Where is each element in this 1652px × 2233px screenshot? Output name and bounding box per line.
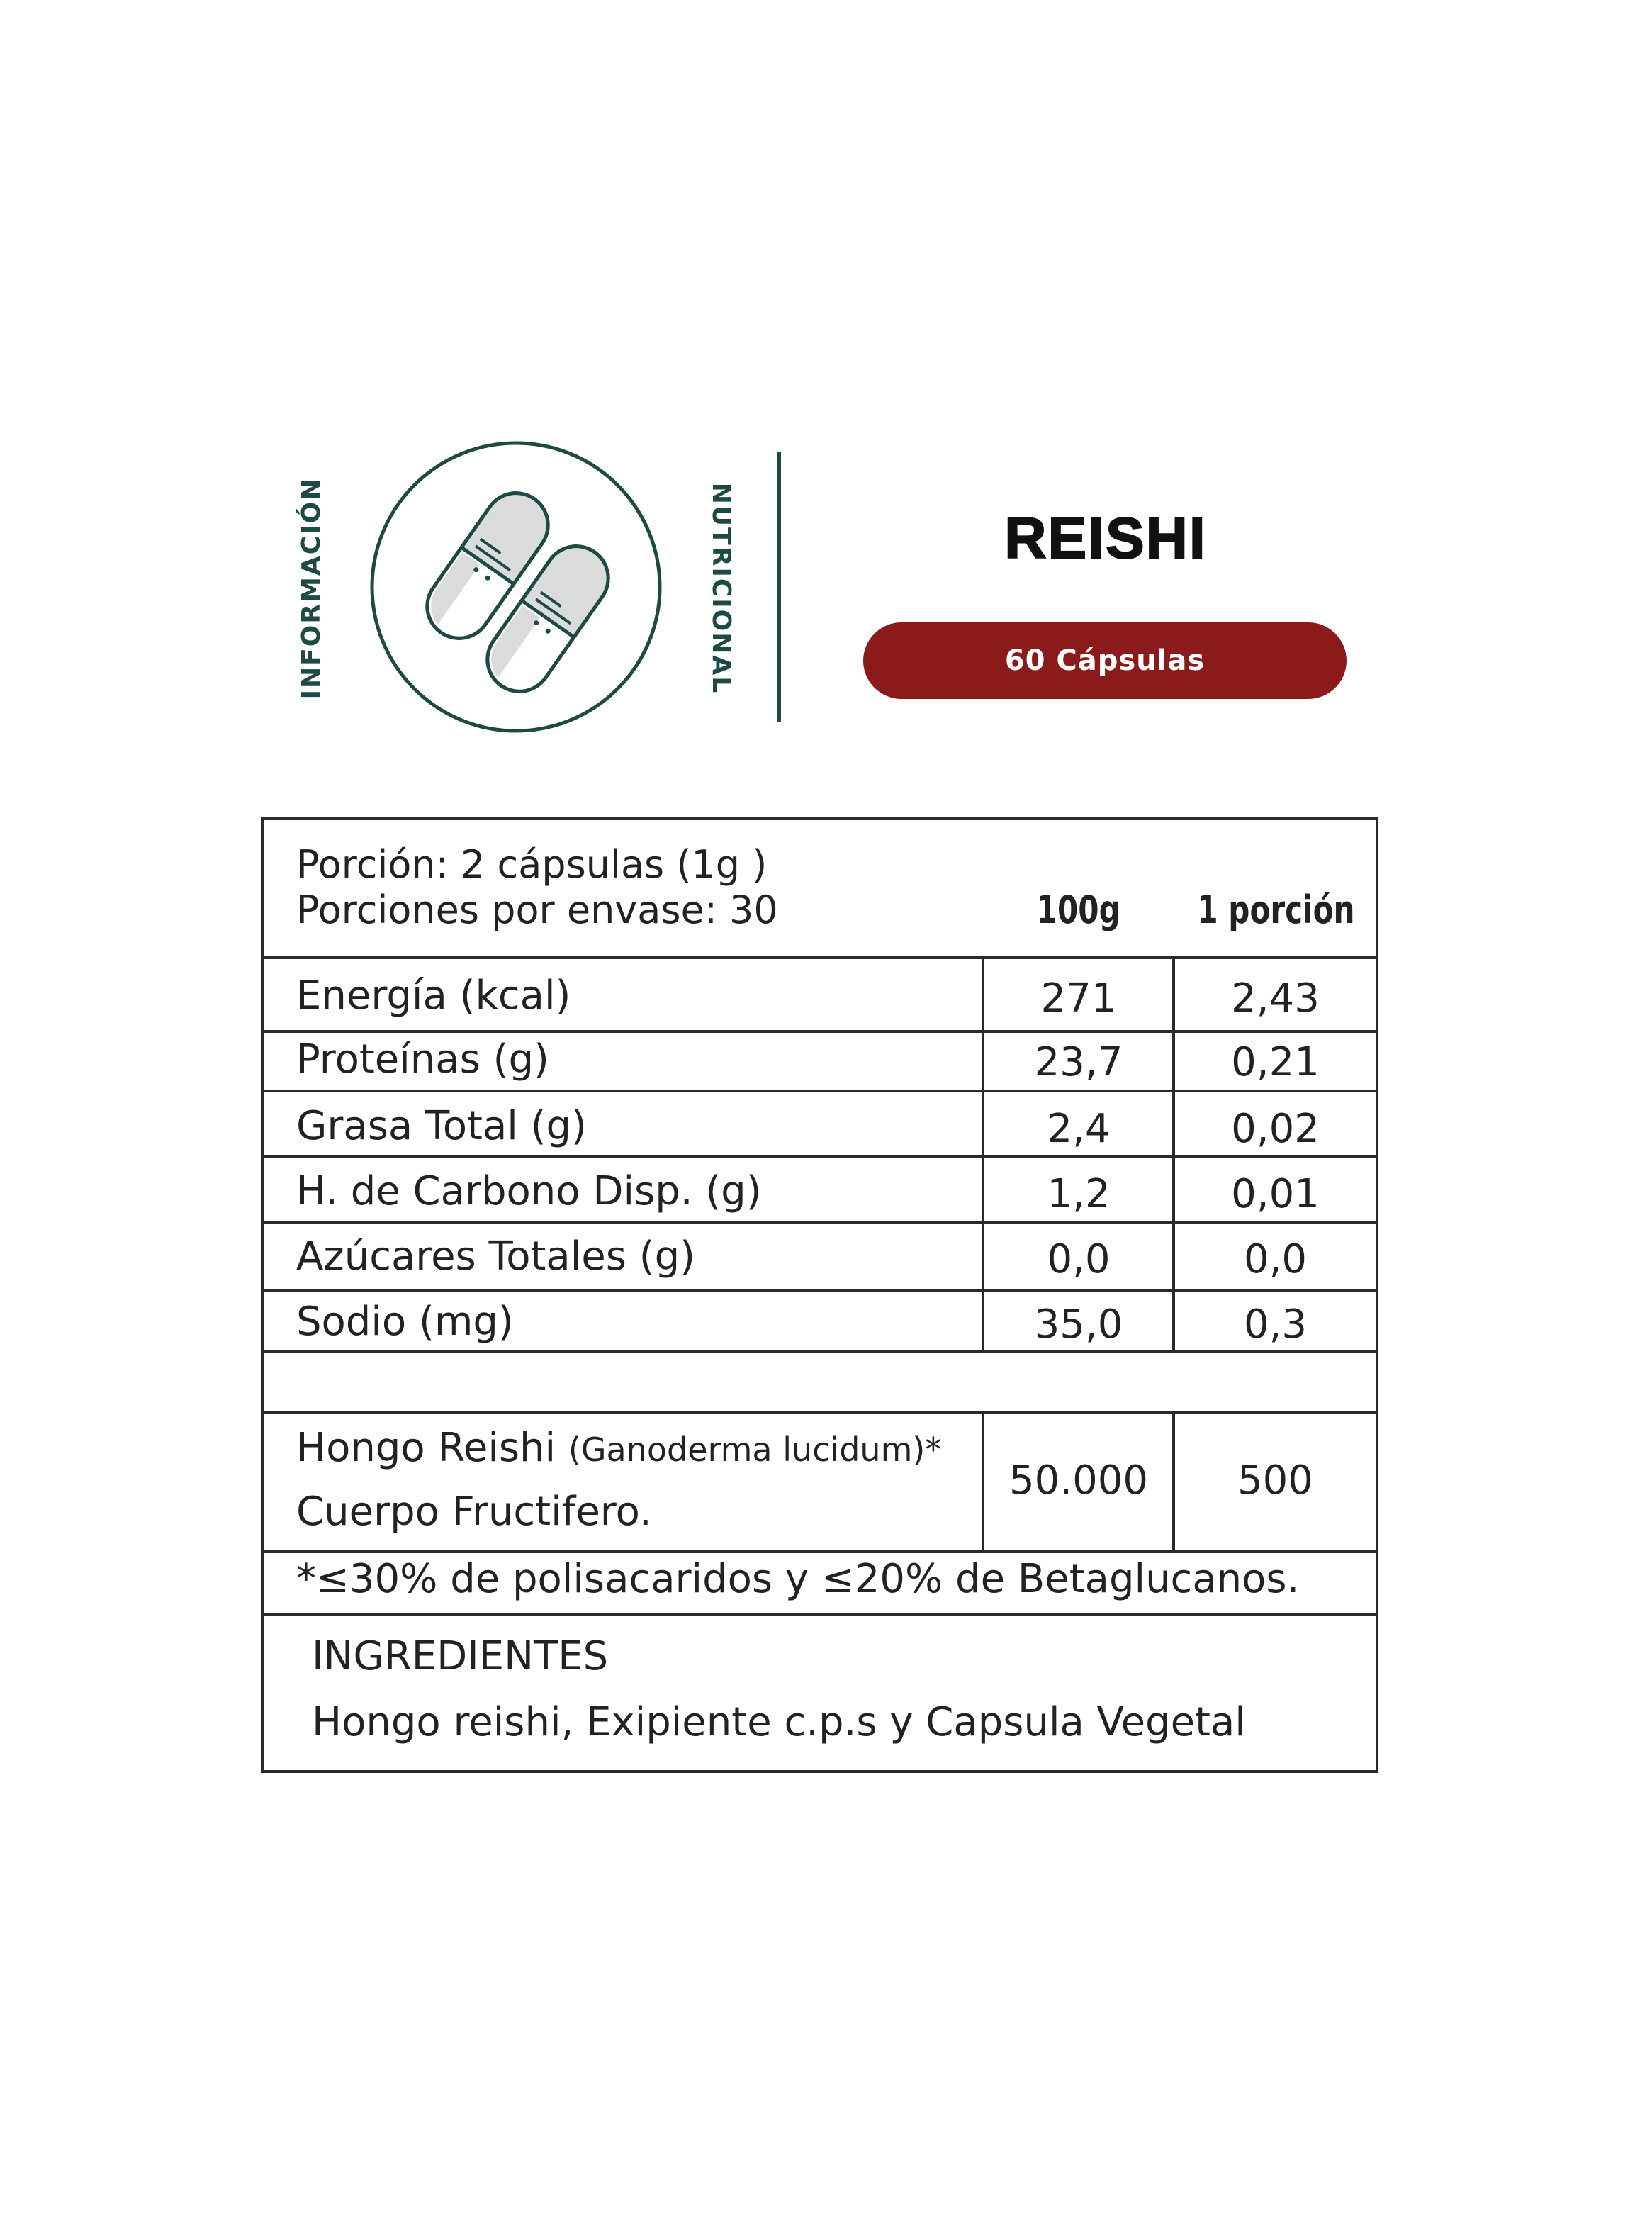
- footnote: *≤30% de polisacaridos y ≤20% de Betaglucanos.: [296, 1556, 1300, 1602]
- column-header-portion: 1 porción: [1197, 888, 1355, 932]
- extract-value-100g: 50.000: [1009, 1457, 1148, 1504]
- table-rule: [261, 1289, 1378, 1292]
- extract-name: Hongo Reishi (Ganoderma lucidum)*: [296, 1425, 942, 1471]
- servings-per-container: Porciones por envase: 30: [296, 888, 778, 932]
- nutricional-label: NUTRICIONAL: [707, 482, 736, 695]
- table-rule: [261, 1613, 1378, 1616]
- ingredients-title: INGREDIENTES: [312, 1633, 609, 1679]
- row-value-100g: 271: [1040, 975, 1117, 1022]
- serving-size: Porción: 2 cápsulas (1g ): [296, 842, 768, 887]
- table-rule: [261, 1411, 1378, 1414]
- row-value-100g: 0,0: [1047, 1236, 1111, 1282]
- row-label: Energía (kcal): [296, 973, 571, 1019]
- column-header-100g: 100g: [1036, 888, 1121, 932]
- capsule-count-badge: [863, 622, 1347, 699]
- ingredients-text: Hongo reishi, Exipiente c.p.s y Capsula Vegetal: [312, 1699, 1246, 1745]
- extract-value-portion: 500: [1237, 1457, 1313, 1504]
- nutrition-table: [261, 817, 1378, 1773]
- table-rule: [261, 956, 1378, 959]
- row-value-portion: 0,3: [1243, 1302, 1308, 1348]
- row-label: H. de Carbono Disp. (g): [296, 1168, 762, 1214]
- capsule-count-text: 60 Cápsulas: [1004, 644, 1206, 677]
- table-rule: [261, 1221, 1378, 1224]
- row-value-portion: 0,0: [1243, 1236, 1308, 1282]
- extract-species: (Ganoderma lucidum)*: [568, 1431, 942, 1469]
- row-value-portion: 0,01: [1231, 1171, 1320, 1217]
- row-label: Proteínas (g): [296, 1036, 549, 1082]
- capsules-icon: [367, 438, 665, 736]
- row-label: Sodio (mg): [296, 1299, 514, 1345]
- product-title: REISHI: [1004, 506, 1207, 571]
- table-rule: [261, 1155, 1378, 1158]
- row-value-portion: 0,02: [1231, 1106, 1320, 1152]
- row-label: Azúcares Totales (g): [296, 1233, 695, 1280]
- row-value-portion: 2,43: [1231, 975, 1320, 1022]
- row-value-100g: 1,2: [1047, 1171, 1111, 1217]
- row-value-100g: 2,4: [1047, 1106, 1111, 1152]
- table-rule: [261, 1090, 1378, 1092]
- header-divider: [777, 452, 781, 722]
- extract-part: Cuerpo Fructifero.: [296, 1489, 652, 1535]
- informacion-label: INFORMACIÓN: [297, 477, 326, 700]
- table-rule: [261, 1550, 1378, 1553]
- row-label: Grasa Total (g): [296, 1103, 587, 1149]
- table-rule: [261, 1030, 1378, 1033]
- row-value-portion: 0,21: [1231, 1039, 1320, 1085]
- row-value-100g: 23,7: [1034, 1039, 1123, 1085]
- table-rule: [261, 1350, 1378, 1353]
- row-value-100g: 35,0: [1034, 1302, 1123, 1348]
